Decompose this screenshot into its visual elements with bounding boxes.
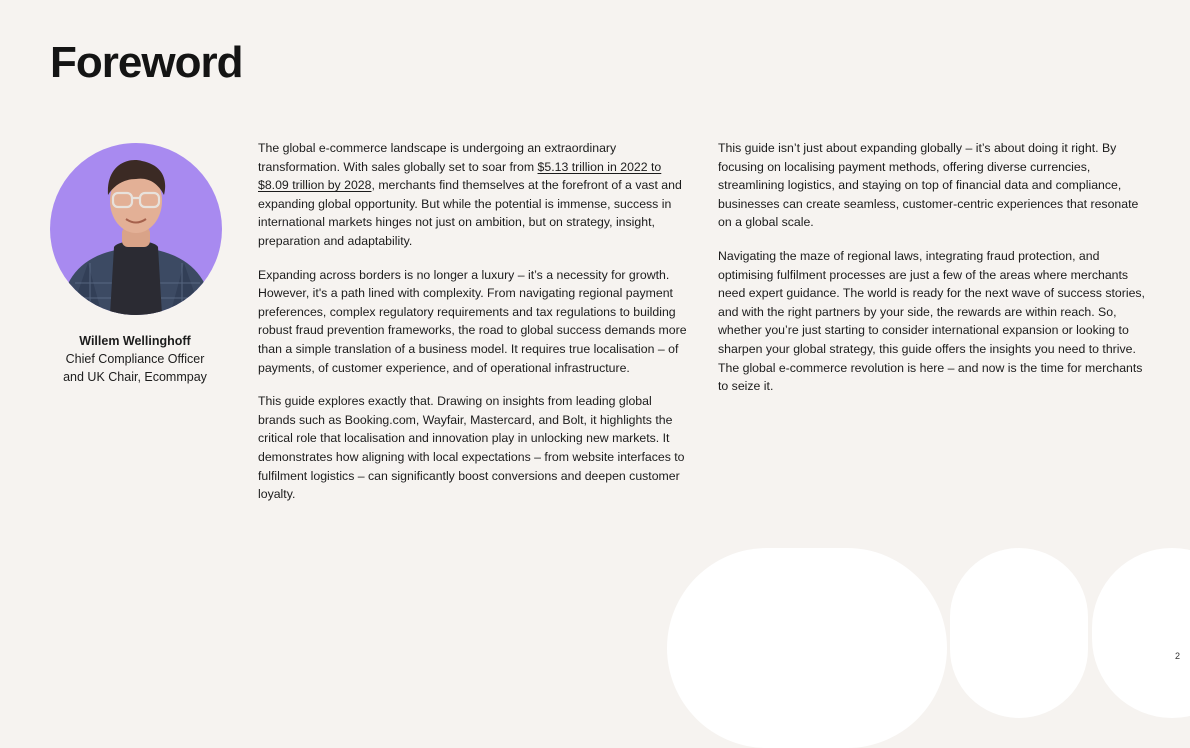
person-photo-icon: [50, 143, 222, 315]
author-role-line1: Chief Compliance Officer: [65, 352, 205, 366]
text-column-left: [258, 139, 688, 519]
paragraph: This guide explores exactly that. Drawing on insights from leading global brands such as Booking.com, Wayfair, Mastercard, and Bolt, it highlights the critical role that localisation and innovation play in unlocking new markets. It demonstrates how aligning with local expectations – from website interfaces to fulfilment logistics – can significantly boost conversions and deepen customer loyalty.: [258, 394, 685, 502]
sales-stat-link[interactable]: $5.13 trillion in 2022 to $8.09 trillion by 2028: [258, 159, 662, 193]
decorative-shape: [667, 548, 947, 748]
author-name: Willem Wellinghoff: [79, 334, 191, 348]
paragraph-text: , merchants find themselves at the forefront of a vast and expanding global opportunity. But while the potential is immense, success in international markets hinges not just on ambition, but on strategy, insight, preparation and adaptability.: [258, 178, 682, 248]
paragraph: [258, 139, 688, 251]
page-title: Foreword: [50, 38, 243, 87]
decorative-shape: [1092, 548, 1190, 718]
decorative-shape: [950, 548, 1088, 718]
author-portrait: [50, 143, 222, 315]
paragraph: Expanding across borders is no longer a luxury – it’s a necessity for growth. However, it's a path lined with complexity. From navigating regional payment preferences, complex regulatory requirements and tax regulations to building robust fraud prevention frameworks, the road to global success demands more than a simple translation of a business model. It requires true localisation – of payments, of customer experience, and of operational infrastructure.: [258, 267, 687, 375]
text-column-right: [718, 139, 1148, 411]
author-role-line2: and UK Chair, Ecommpay: [63, 370, 207, 384]
paragraph: This guide isn’t just about expanding globally – it’s about doing it right. By focusing on localising payment methods, offering diverse currencies, streamlining logistics, and staying on top of financial data and compliance, businesses can create seamless, customer-centric experiences that resonate on a global scale.: [718, 141, 1139, 230]
author-caption: [40, 332, 230, 386]
page-number: 2: [1174, 651, 1180, 661]
paragraph-text: The global e-commerce landscape is undergoing an extraordinary transformation. With sales globally set to soar from: [258, 141, 617, 174]
paragraph: Navigating the maze of regional laws, integrating fraud protection, and optimising fulfilment processes are just a few of the areas where merchants need expert guidance. The world is ready for the next wave of success stories, and with the right partners by your side, the rewards are within reach. So, whether you’re just starting to consider international expansion or looking to sharpen your global strategy, this guide offers the insights you need to thrive. The global e-commerce revolution is here – and now is the time for merchants to seize it.: [718, 248, 1145, 394]
